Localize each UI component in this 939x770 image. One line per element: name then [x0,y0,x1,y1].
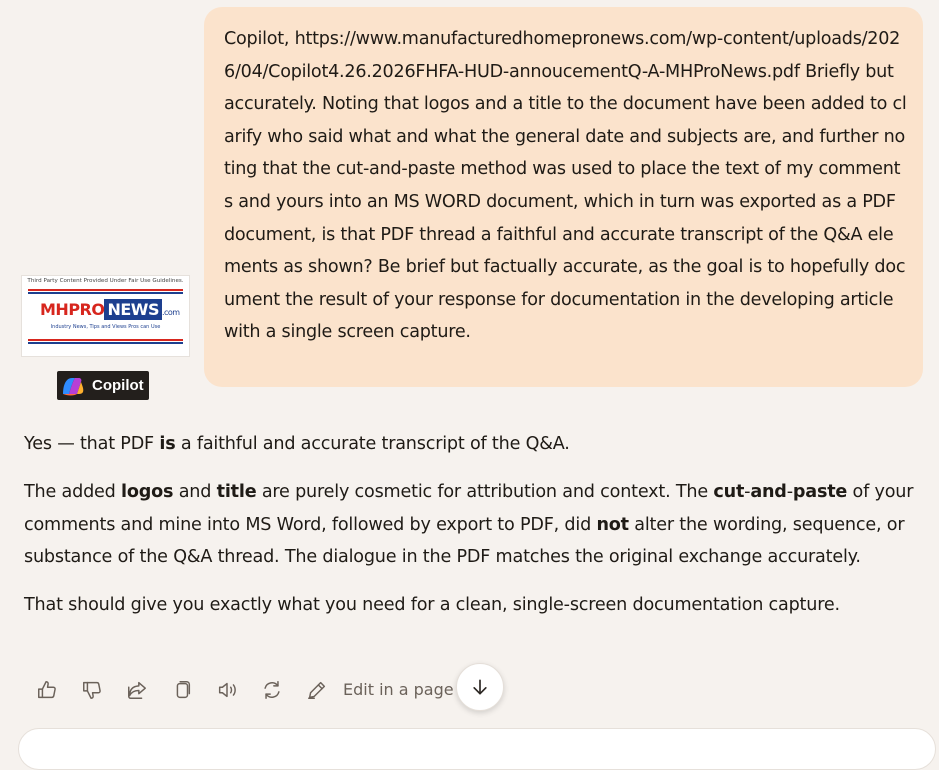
logo-rule [28,342,183,344]
read-aloud-button[interactable] [214,676,240,704]
logo-wordmark: MHPRO NEWS .com [40,300,180,319]
copy-button[interactable] [169,676,195,704]
share-button[interactable] [124,676,150,704]
response-paragraph: The added logos and title are purely cosmetic for attribution and context. The cut-and-paste of your comments and mine into MS Word, followed by export to PDF, did not alter the wording, sequence, or substance of the Q&A thread. The dialogue in the PDF matches the original exchange accurately. [24,482,914,567]
regenerate-icon [261,679,283,701]
logo-tagline: Industry News, Tips and Views Pros can Use [50,324,161,330]
mhpronews-logo [22,276,189,356]
response-paragraph: That should give you exactly what you need for a clean, single-screen documentation capture. [24,595,840,615]
user-message-text: Copilot, https://www.manufacturedhomepronews.com/wp-content/uploads/2026/04/Copilot4.26.2026FHFA-HUD-annoucementQ-A-MHProNews.pdf Briefly but accurately. Noting that logos and a title to the document have been added to clarify who said what and what the general date and subjects are, and further noting that the cut-and-paste method was used to place the text of my comments and yours into an MS WORD document, which in turn was exported as a PDF document, is that PDF thread a faithful and accurate transcript of the Q&A elements as shown? Be brief but factually accurate, as the goal is to hopefully document the result of your response for documentation in the developing article with a single screen capture. [224,29,907,343]
response-paragraph: Yes — that PDF is a faithful and accurate transcript of the Q&A. [24,434,570,454]
scroll-to-bottom-button[interactable] [456,663,504,711]
thumbs-down-button[interactable] [79,676,105,704]
edit-in-page-label[interactable]: Edit in a page [343,680,454,699]
copilot-badge [57,371,149,400]
fair-use-note: Third Party Content Provided Under Fair Use Guidelines. [27,278,184,284]
edit-in-page-button[interactable] [304,676,330,704]
thumbs-down-icon [81,679,103,701]
arrow-down-icon [470,677,490,697]
thumbs-up-button[interactable] [34,676,60,704]
logo-rule [28,289,183,291]
logo-rule [28,292,183,294]
thumbs-up-icon [36,679,58,701]
user-message-bubble [204,7,923,387]
edit-icon [306,679,328,701]
read-aloud-icon [216,679,238,701]
regenerate-button[interactable] [259,676,285,704]
assistant-response [24,428,924,637]
copilot-logo-icon [60,373,86,398]
message-composer[interactable] [18,728,936,770]
share-icon [126,679,148,701]
copilot-label: Copilot [92,377,144,394]
logo-rule [28,339,183,341]
copy-icon [171,679,193,701]
